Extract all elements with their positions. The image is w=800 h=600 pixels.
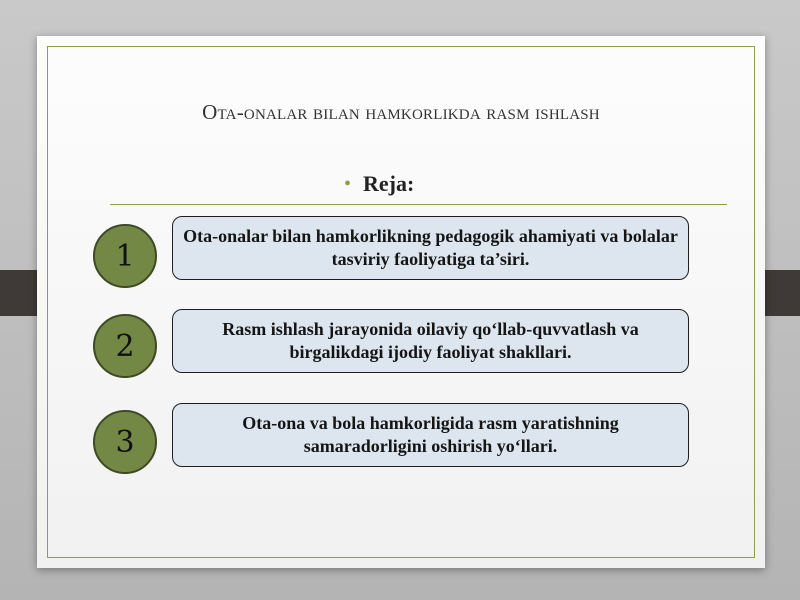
plan-heading-row xyxy=(344,171,414,197)
item-number-3: 3 xyxy=(93,410,157,474)
plan-heading: Reja: xyxy=(363,171,415,196)
plan-item-3: Ota-ona va bola hamkorligida rasm yaratishning samaradorligini oshirish yo‘llari. xyxy=(172,403,689,467)
plan-item-1: Ota-onalar bilan hamkorlikning pedagogik ahamiyati va bolalar tasviriy faoliyatiga ta’siri. xyxy=(172,216,689,280)
bullet-icon: • xyxy=(344,173,352,195)
slide-card xyxy=(37,36,765,568)
slide-title: Ota-onalar bilan hamkorlikda rasm ishlash xyxy=(202,100,600,124)
divider-line xyxy=(110,204,727,205)
item-number-2: 2 xyxy=(93,314,157,378)
item-number-1: 1 xyxy=(93,224,157,288)
plan-item-2: Rasm ishlash jarayonida oilaviy qo‘llab-quvvatlash va birgalikdagi ijodiy faoliyat shakllari. xyxy=(172,309,689,373)
